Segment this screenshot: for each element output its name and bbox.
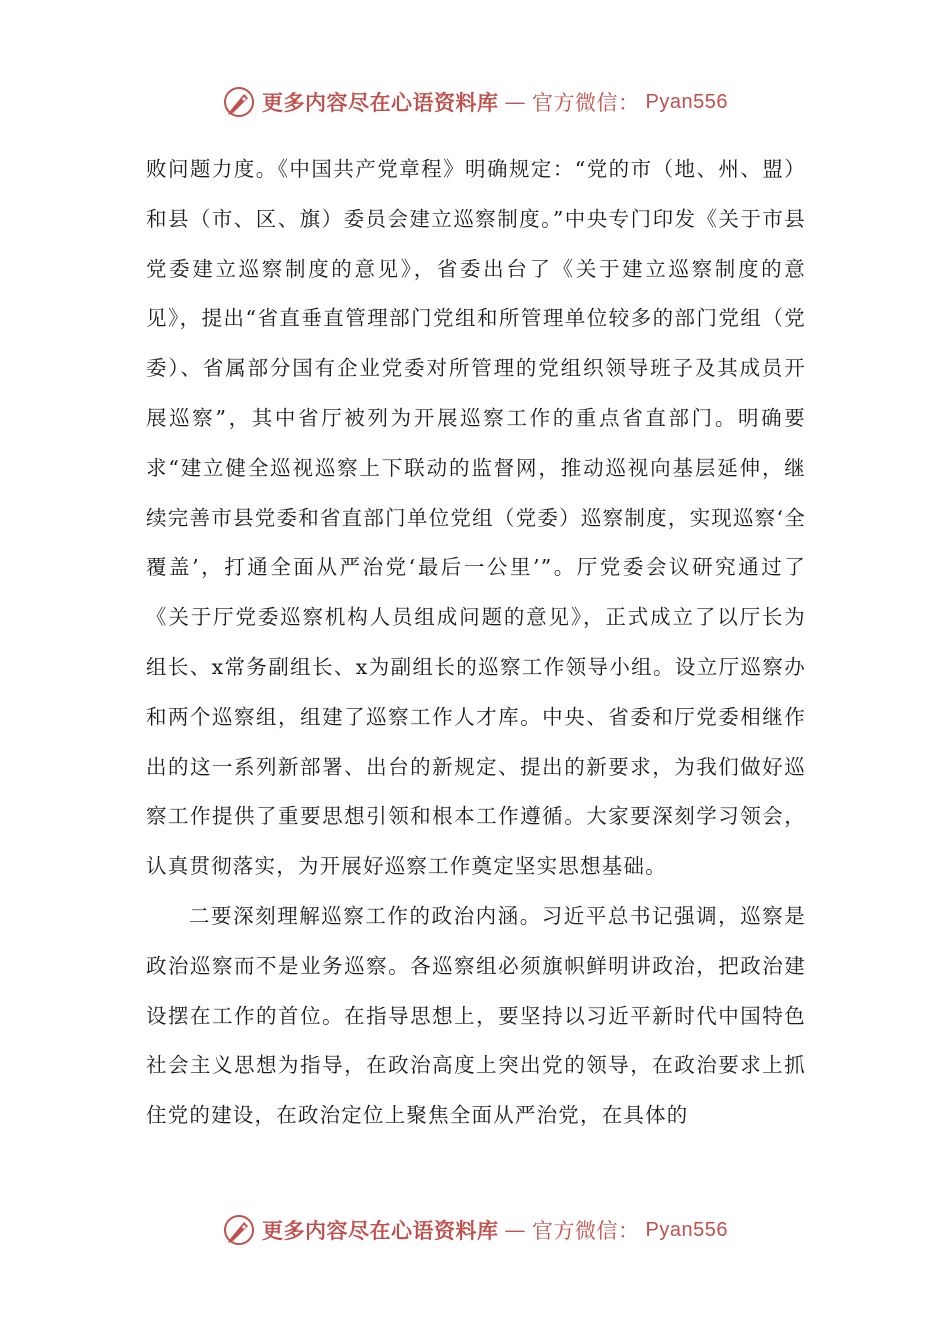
separator: — (504, 1218, 527, 1242)
contact-id: Pyan556 (645, 90, 728, 113)
contact-label: 官方微信： (532, 91, 640, 115)
brand-text: 更多内容尽在心语资料库 (262, 90, 499, 115)
pen-nib-logo-icon (222, 85, 256, 119)
separator: — (504, 90, 527, 114)
page-header (0, 82, 950, 122)
watermark-banner-footer (222, 1213, 728, 1247)
watermark-banner (222, 85, 728, 119)
paragraph-2: 二要深刻理解巡察工作的政治内涵。习近平总书记强调，巡察是政治巡察而不是业务巡察。各巡察组必须旗帜鲜明讲政治，把政治建设摆在工作的首位。在指导思想上，要坚持以习近平新时代中国特色社会主义思想为指导，在政治高度上突出党的领导，在政治要求上抓住党的建设，在政治定位上聚焦全面从严治党，在具体的 (146, 903, 806, 1128)
paragraph-1: 败问题力度。《中国共产党章程》明确规定：“党的市（地、州、盟）和县（市、区、旗）委员会建立巡察制度。”中央专门印发《关于市县党委建立巡察制度的意见》，省委出台了《关于建立巡察制度的意见》，提出“省直垂直管理部门党组和所管理单位较多的部门党组（党委）、省属部分国有企业党委对所管理的党组织领导班子及其成员开展巡察”，其中省厅被列为开展巡察工作的重点省直部门。明确要求“建立健全巡视巡察上下联动的监督网，推动巡视向基层延伸，继续完善市县党委和省直部门单位党组（党委）巡察制度，实现巡察‘全覆盖’，打通全面从严治党‘最后一公里’”。厅党委会议研究通过了《关于厅党委巡察机构人员组成问题的意见》，正式成立了以厅长为组长、x常务副组长、x为副组长的巡察工作领导小组。设立厅巡察办和两个巡察组，组建了巡察工作人才库。中央、省委和厅党委相继作出的这一系列新部署、出台的新规定、提出的新要求，为我们做好巡察工作提供了重要思想引领和根本工作遵循。大家要深刻学习领会，认真贯彻落实，为开展好巡察工作奠定坚实思想基础。 (146, 157, 806, 879)
page-footer (0, 1210, 950, 1250)
contact-id: Pyan556 (645, 1218, 728, 1241)
contact-label: 官方微信： (532, 1219, 640, 1243)
brand-text: 更多内容尽在心语资料库 (262, 1218, 499, 1243)
pen-nib-logo-icon (222, 1213, 256, 1247)
document-body (146, 145, 806, 1141)
